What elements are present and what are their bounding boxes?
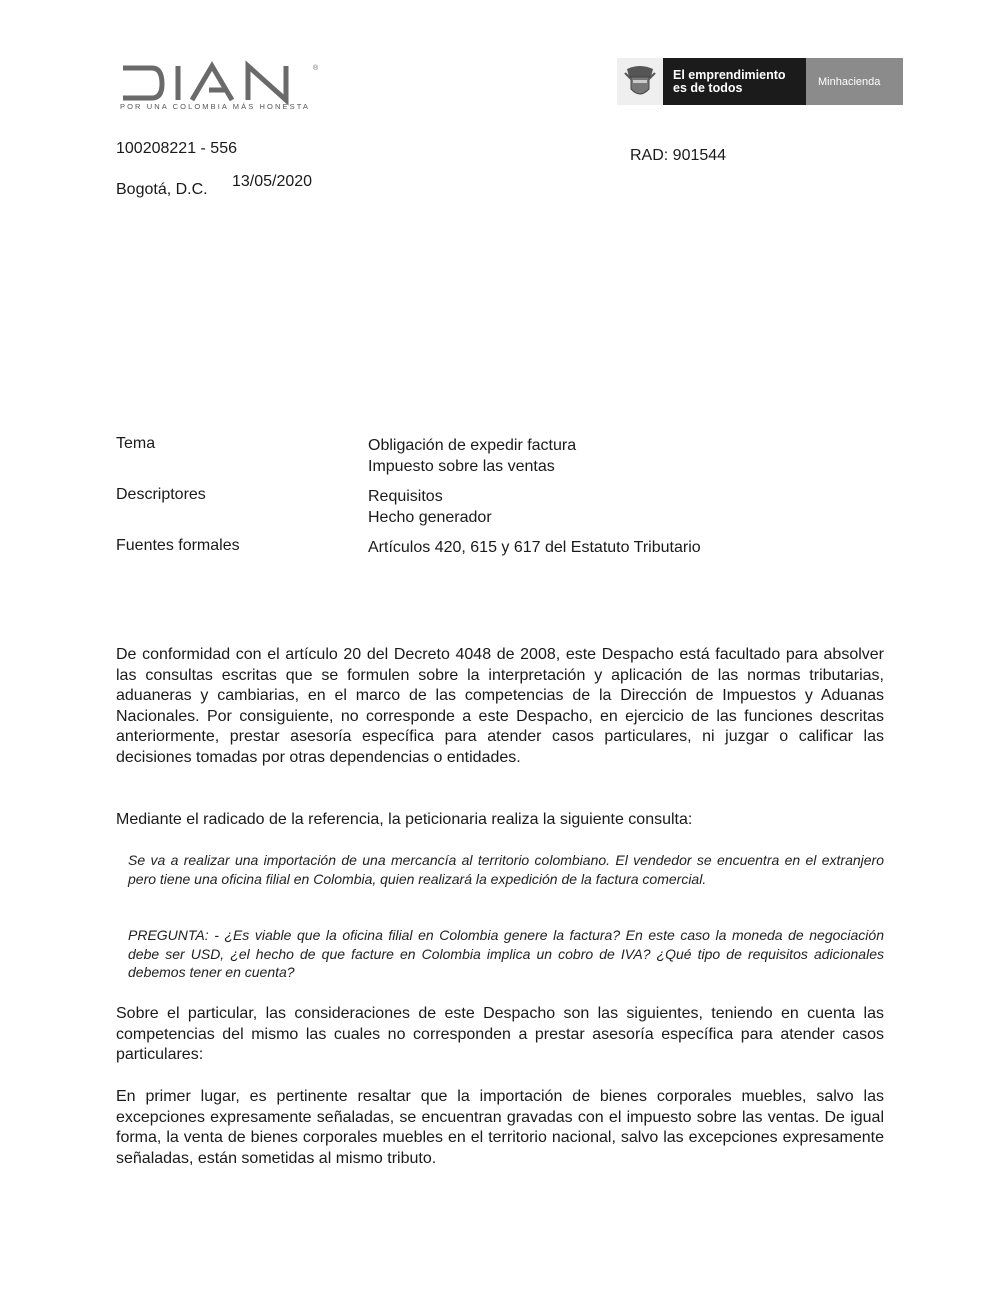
topic-value: Requisitos xyxy=(368,488,443,505)
svg-text:®: ® xyxy=(313,65,319,72)
government-banner xyxy=(617,58,903,105)
topic-value: Hecho generador xyxy=(368,509,492,526)
topic-label: Fuentes formales xyxy=(116,537,240,554)
quote-context: Se va a realizar una importación de una mercancía al territorio colombiano. El vendedor se encuentra en el extranjero pero tiene una oficina filial en Colombia, quien realizará la expedición de la factura comercial. xyxy=(128,852,884,887)
reference-number: 100208221 - 556 xyxy=(116,140,237,157)
paragraph-iva: En primer lugar, es pertinente resaltar que la importación de bienes corporales muebles, salvo las excepciones expresamente señaladas, se encuentran gravadas con el impuesto sobre las ventas. De igual forma, la venta de bienes corporales muebles en el territorio nacional, salvo las excepciones expresamente señaladas, están sometidas al mismo tributo. xyxy=(116,1088,884,1167)
topic-label: Tema xyxy=(116,435,156,452)
quote-question: PREGUNTA: - ¿Es viable que la oficina filial en Colombia genere la factura? En este caso la moneda de negociación debe ser USD, ¿el hecho de que facture en Colombia implica un cobro de IVA? ¿Qué tipo de requisitos adicionales debemos tener en cuenta? xyxy=(128,927,884,980)
topic-row-fuentes xyxy=(116,537,701,558)
topic-value: Impuesto sobre las ventas xyxy=(368,458,555,475)
topic-value: Artículos 420, 615 y 617 del Estatuto Tributario xyxy=(368,539,701,556)
paragraph-considerations: Sobre el particular, las consideraciones de este Despacho son las siguientes, teniendo en cuenta las competencias del mismo las cuales no corresponden a prestar asesoría específica para atender casos particulares: xyxy=(116,1005,884,1063)
city: Bogotá, D.C. xyxy=(116,181,208,198)
topic-row-tema xyxy=(116,435,576,477)
slogan-line-1: El emprendimiento xyxy=(673,68,786,82)
topic-row-descriptores xyxy=(116,486,492,528)
slogan-line-2: es de todos xyxy=(673,81,743,95)
paragraph-consulta-intro: Mediante el radicado de la referencia, la peticionaria realiza la siguiente consulta: xyxy=(116,811,693,828)
ministry-label: Minhacienda xyxy=(806,58,903,105)
coat-of-arms-icon xyxy=(617,58,663,105)
logo-tagline: POR UNA COLOMBIA MÁS HONESTA xyxy=(120,102,310,111)
paragraph-competence: De conformidad con el artículo 20 del Decreto 4048 de 2008, este Despacho está facultado para absolver las consultas escritas que se formulen sobre la interpretación y aplicación de las normas tributarias, aduaneras y cambiarias, en el marco de las competencias de la Dirección de Impuestos y Aduanas Nacionales. Por consiguiente, no corresponde a este Despacho, en ejercicio de las funciones descritas anteriormente, prestar asesoría específica para atender casos particulares, ni juzgar o calificar las decisiones tomadas por otras dependencias o entidades. xyxy=(116,646,884,766)
date: 13/05/2020 xyxy=(232,173,313,190)
government-slogan xyxy=(663,58,806,105)
topic-label: Descriptores xyxy=(116,486,206,503)
rad-number: RAD: 901544 xyxy=(630,147,727,164)
topic-value: Obligación de expedir factura xyxy=(368,437,577,454)
